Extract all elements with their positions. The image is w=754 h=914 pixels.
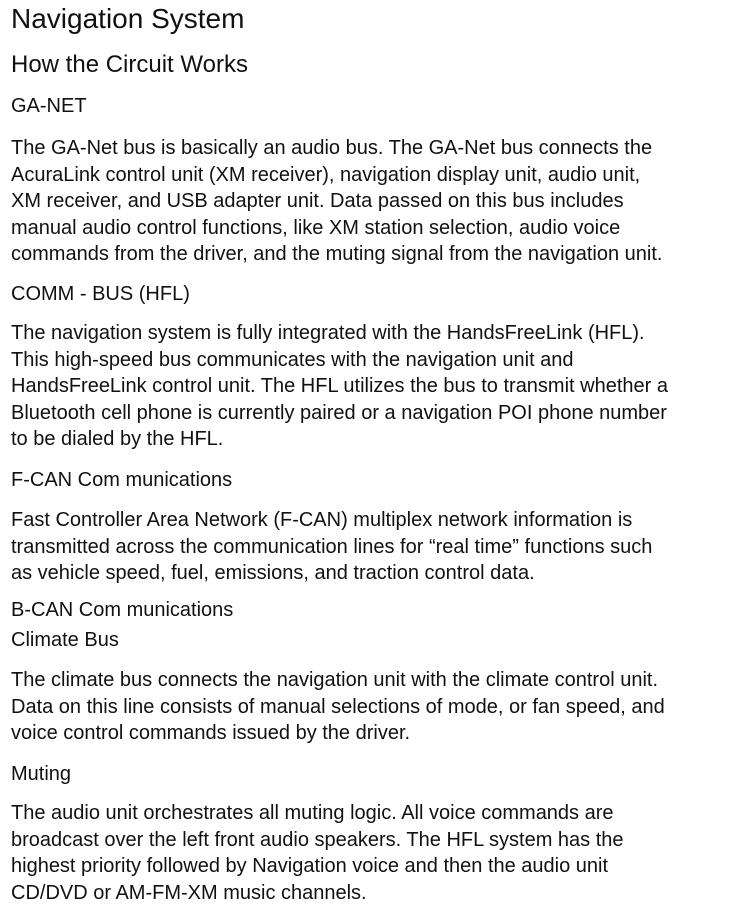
text-line: The audio unit orchestrates all muting logic. All voice commands are — [11, 802, 614, 824]
text-line: to be dialed by the HFL. — [11, 428, 224, 450]
section-heading-muting: Muting — [11, 763, 72, 785]
section-body-climate-bus — [11, 667, 665, 747]
text-line: Bluetooth cell phone is currently paired or a navigation POI phone number — [11, 401, 667, 424]
text-line: as vehicle speed, fuel, emissions, and traction control data. — [11, 562, 535, 584]
text-line: broadcast over the left front audio speakers. The HFL system has the — [11, 828, 624, 851]
section-body-f-can — [11, 507, 652, 587]
text-line: manual audio control functions, like XM station selection, audio voice — [11, 216, 621, 239]
text-line: The navigation system is fully integrated with the HandsFreeLink (HFL). — [11, 322, 645, 344]
text-line: highest priority followed by Navigation voice and then the audio unit — [11, 855, 609, 877]
text-line: Fast Controller Area Network (F-CAN) multiplex network information is — [11, 509, 633, 531]
section-body-muting — [11, 800, 624, 906]
text-line: CD/DVD or AM-FM-XM music channels. — [11, 881, 367, 904]
text-line: commands from the driver, and the muting signal from the navigation unit. — [11, 243, 663, 265]
section-heading-b-can: B-CAN Com munications — [11, 599, 234, 621]
text-line: AcuraLink control unit (XM receiver), navigation display unit, audio unit, — [11, 163, 641, 186]
section-heading-ga-net: GA-NET — [11, 95, 87, 117]
page-title: Navigation System — [11, 3, 245, 34]
text-line: The climate bus connects the navigation unit with the climate control unit. — [11, 669, 659, 691]
text-line: This high-speed bus communicates with the navigation unit and — [11, 348, 574, 371]
section-heading-climate-bus: Climate Bus — [11, 629, 119, 651]
section-heading-f-can: F-CAN Com munications — [11, 469, 233, 491]
page-subtitle: How the Circuit Works — [11, 51, 248, 78]
section-heading-comm-bus: COMM - BUS (HFL) — [11, 283, 190, 305]
text-line: XM receiver, and USB adapter unit. Data passed on this bus includes — [11, 190, 624, 212]
text-line: Data on this line consists of manual selections of mode, or fan speed, and — [11, 695, 665, 718]
text-line: voice control commands issued by the driver. — [11, 722, 411, 744]
text-line: The GA-Net bus is basically an audio bus. The GA-Net bus connects the — [11, 137, 653, 159]
text-line: transmitted across the communication lines for “real time” functions such — [11, 535, 653, 558]
text-line: HandsFreeLink control unit. The HFL utilizes the bus to transmit whether a — [11, 375, 668, 397]
section-body-ga-net — [11, 135, 662, 268]
section-body-comm-bus — [11, 320, 668, 453]
